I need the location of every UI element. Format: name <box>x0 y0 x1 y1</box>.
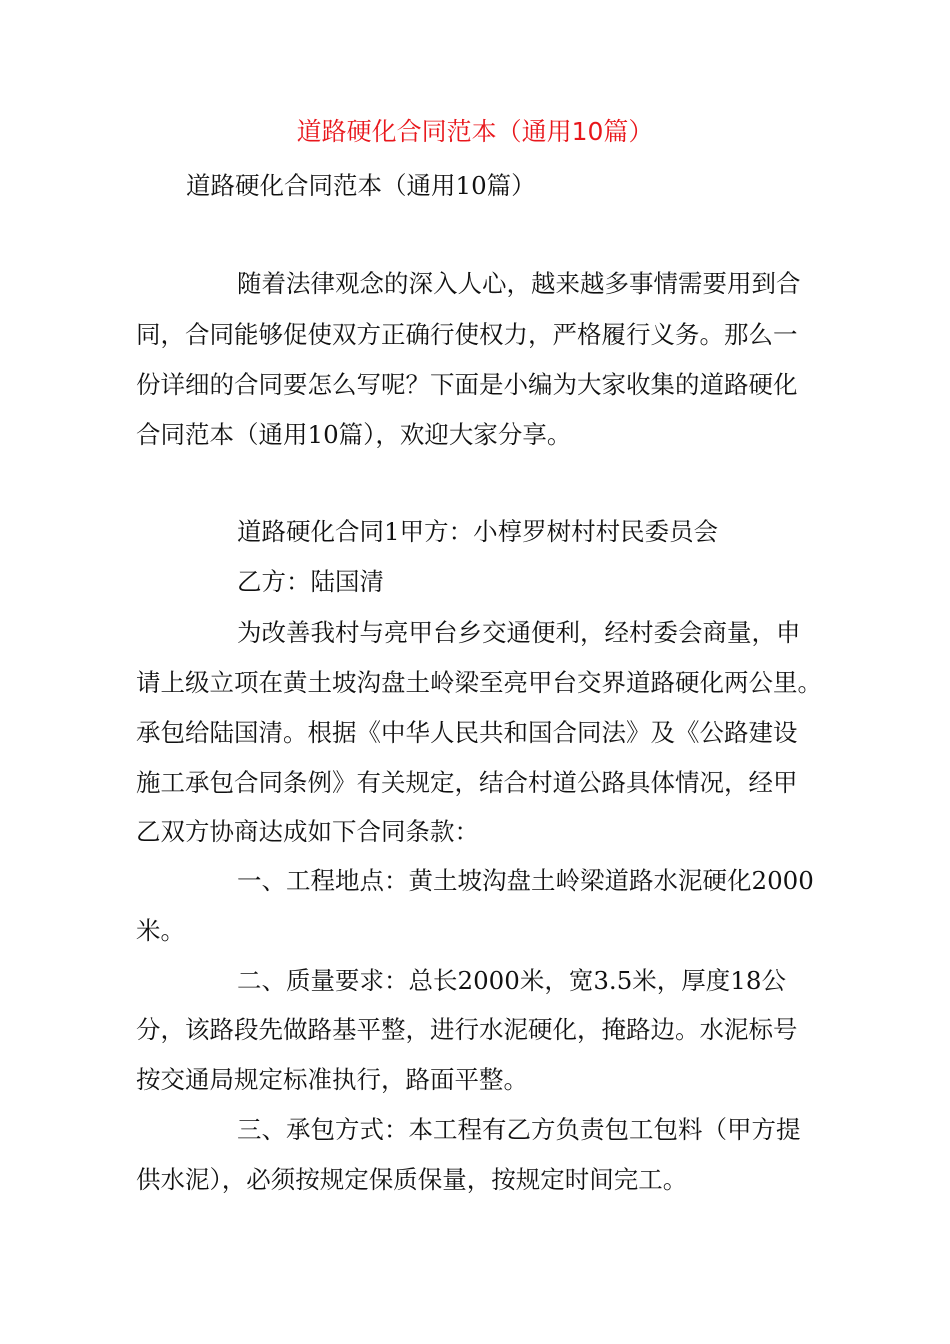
clause3-line-2: 供水泥），必须按规定保质保量，按规定时间完工。 <box>136 1165 688 1194</box>
clause2-line-2: 分，该路段先做路基平整，进行水泥硬化，掩路边。水泥标号 <box>136 1015 798 1044</box>
contract1-party-b: 乙方：陆国清 <box>237 567 384 596</box>
contract1-party-a: 道路硬化合同1甲方：小椁罗树村村民委员会 <box>237 517 719 546</box>
clause2-line-3: 按交通局规定标准执行，路面平整。 <box>136 1065 528 1094</box>
document-subtitle: 道路硬化合同范本（通用10篇） <box>186 171 536 200</box>
clause2-line-1: 二、质量要求：总长2000米，宽3.5米，厚度18公 <box>237 966 786 995</box>
clause1-line-2: 米。 <box>136 916 185 945</box>
preamble-line-5: 乙双方协商达成如下合同条款： <box>136 817 479 846</box>
intro-line-1: 随着法律观念的深入人心，越来越多事情需要用到合 <box>237 269 801 298</box>
clause1-line-1: 一、工程地点：黄土坡沟盘土岭梁道路水泥硬化2000 <box>237 866 814 895</box>
document-title: 道路硬化合同范本（通用10篇） <box>296 117 654 146</box>
clause3-line-1: 三、承包方式：本工程有乙方负责包工包料（甲方提 <box>237 1115 801 1144</box>
preamble-line-1: 为改善我村与亮甲台乡交通便利，经村委会商量，申 <box>237 618 801 647</box>
preamble-line-2: 请上级立项在黄土坡沟盘土岭梁至亮甲台交界道路硬化两公里。 <box>136 668 822 697</box>
preamble-line-4: 施工承包合同条例》有关规定，结合村道公路具体情况，经甲 <box>136 768 798 797</box>
preamble-line-3: 承包给陆国清。根据《中华人民共和国合同法》及《公路建设 <box>136 718 798 747</box>
intro-line-3: 份详细的合同要怎么写呢？下面是小编为大家收集的道路硬化 <box>136 370 798 399</box>
intro-line-4: 合同范本（通用10篇），欢迎大家分享。 <box>136 420 572 449</box>
intro-line-2: 同，合同能够促使双方正确行使权力，严格履行义务。那么一 <box>136 320 798 349</box>
